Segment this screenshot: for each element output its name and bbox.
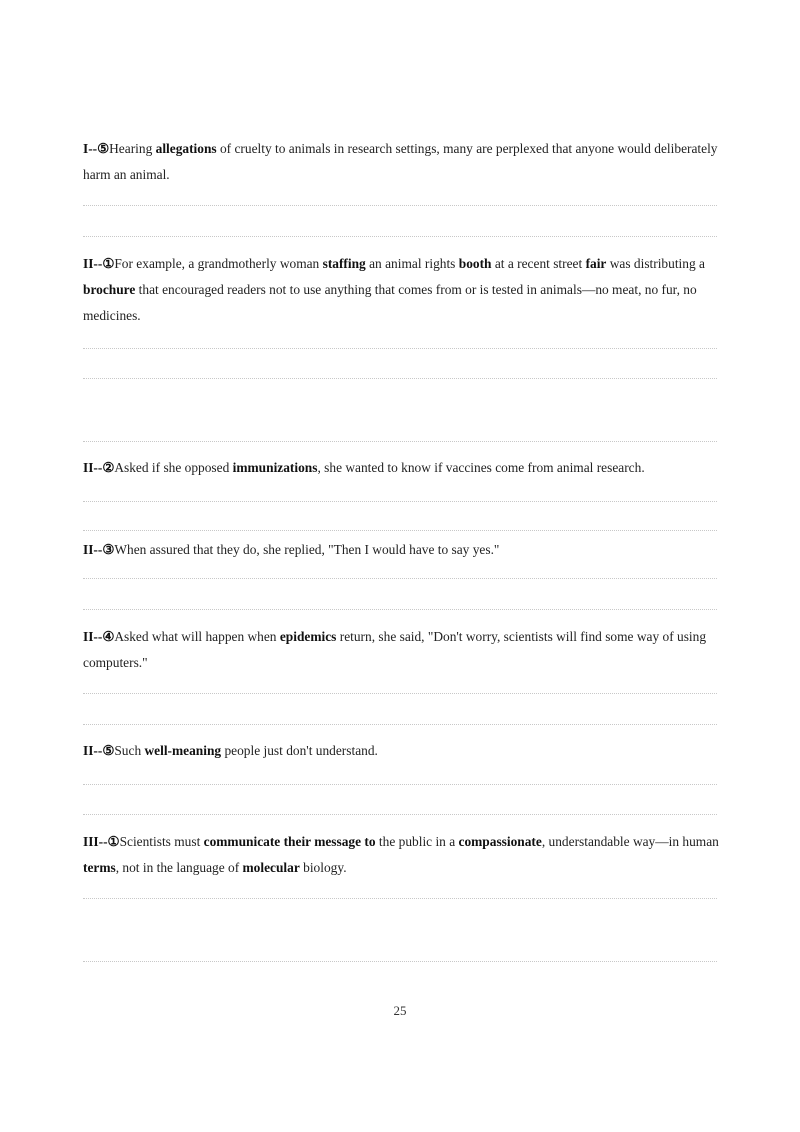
writing-line	[83, 378, 717, 379]
paragraph-1: I--⑤Hearing allegations of cruelty to animals in research settings, many are perplexed that anyone would deliberately harm an animal.	[83, 141, 718, 182]
paragraph-label: II--①	[83, 256, 115, 271]
paragraph-label: II--④	[83, 629, 115, 644]
writing-line	[83, 441, 717, 442]
writing-line	[83, 578, 717, 579]
writing-line	[83, 530, 717, 531]
writing-line	[83, 814, 717, 815]
writing-line	[83, 609, 717, 610]
paragraph-2: II--①For example, a grandmotherly woman staffing an animal rights booth at a recent street fair was distributing a brochure that encouraged readers not to use anything that comes from or is tested in animals—no meat, no fur, no medicines.	[83, 256, 705, 323]
paragraph-3: II--②Asked if she opposed immunizations, she wanted to know if vaccines come from animal research.	[83, 460, 645, 475]
page-number: 25	[393, 1003, 407, 1018]
paragraph-6: II--⑤Such well-meaning people just don't understand.	[83, 743, 378, 758]
writing-line	[83, 205, 717, 206]
writing-line	[83, 348, 717, 349]
writing-line	[83, 501, 717, 502]
writing-line	[83, 898, 717, 899]
writing-line	[83, 784, 717, 785]
writing-line	[83, 236, 717, 237]
paragraph-label: III--①	[83, 834, 120, 849]
paragraph-label: II--③	[83, 542, 115, 557]
paragraph-label: II--⑤	[83, 743, 115, 758]
paragraph-5: II--④Asked what will happen when epidemics return, she said, "Don't worry, scientists will find some way of using computers."	[83, 629, 707, 670]
writing-line	[83, 961, 717, 962]
writing-line	[83, 724, 717, 725]
paragraph-label: I--⑤	[83, 141, 110, 156]
paragraph-7: III--①Scientists must communicate their message to the public in a compassionate, understandable way—in human terms, not in the language of molecular biology.	[83, 834, 719, 875]
paragraph-4: II--③When assured that they do, she replied, "Then I would have to say yes."	[83, 542, 500, 557]
paragraph-label: II--②	[83, 460, 115, 475]
writing-line	[83, 693, 717, 694]
